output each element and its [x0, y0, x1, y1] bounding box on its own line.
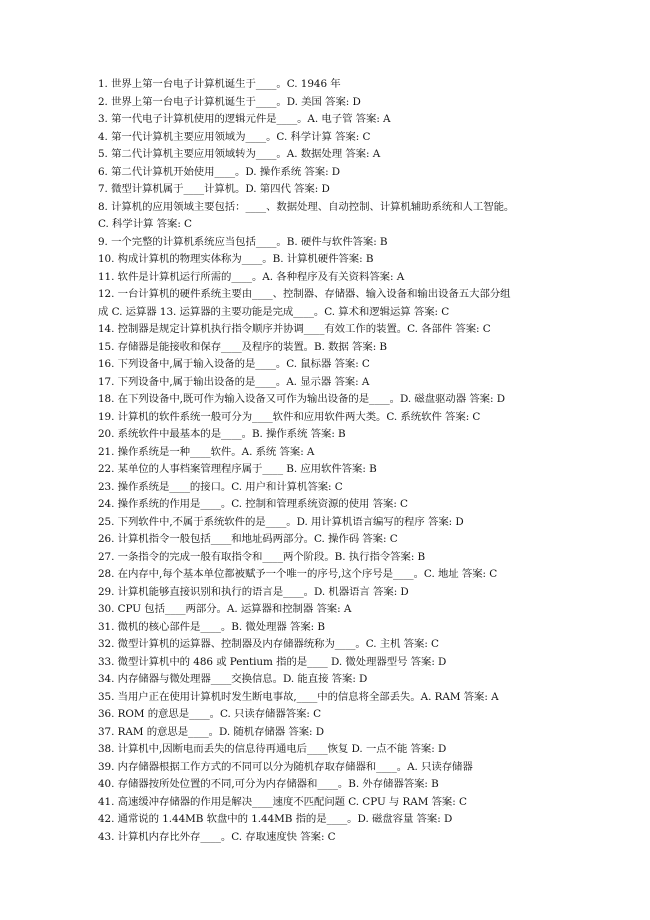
text-line: 30. CPU 包括____两部分。A. 运算器和控制器 答案: A	[98, 603, 352, 615]
text-line: 23. 操作系统是____的接口。C. 用户和计算机答案: C	[98, 480, 343, 493]
text-line: 2. 世界上第一台电子计算机诞生于____。D. 美国 答案: D	[98, 95, 361, 108]
text-line: 43. 计算机内存比外存____。C. 存取速度快 答案: C	[98, 830, 336, 843]
text-line: 42. 通常说的 1.44MB 软盘中的 1.44MB 指的是____。D. 磁盘容量 答案: D	[98, 813, 453, 825]
text-line: 31. 微机的核心部件是____。B. 微处理器 答案: B	[98, 620, 325, 633]
text-line: 32. 微型计算机的运算器、控制器及内存储器统称为____。C. 主机 答案: C	[98, 638, 439, 650]
text-line: 27. 一条指令的完成一般有取指令和____两个阶段。B. 执行指令答案: B	[98, 550, 426, 563]
text-line: 16. 下列设备中,属于输入设备的是____。C. 鼠标器 答案: C	[98, 358, 370, 370]
text-line: 35. 当用户正在使用计算机时发生断电事故,____中的信息将全部丢失。A. RAM 答案: A	[98, 690, 499, 703]
text-line: 12. 一台计算机的硬件系统主要由____、控制器、存储器、输入设备和输出设备五大部分组	[98, 288, 511, 300]
text-line: 7. 微型计算机属于____计算机。D. 第四代 答案: D	[98, 183, 330, 195]
text-line: 37. RAM 的意思是____。D. 随机存储器 答案: D	[98, 725, 325, 738]
text-line: C. 科学计算 答案: C	[98, 218, 192, 230]
document-page	[98, 76, 558, 846]
text-line: 29. 计算机能够直接识别和执行的语言是____。D. 机器语言 答案: D	[98, 585, 409, 598]
text-line: 41. 高速缓冲存储器的作用是解决____速度不匹配问题 C. CPU 与 RAM 答案: C	[98, 795, 467, 808]
text-line: 10. 构成计算机的物理实体称为____。B. 计算机硬件答案: B	[98, 253, 374, 265]
text-line: 40. 存储器按所处位置的不同,可分为内存储器和____。B. 外存储器答案: B	[98, 778, 439, 790]
text-line: 18. 在下列设备中,既可作为输入设备又可作为输出设备的是____。D. 磁盘驱动器 答案: D	[98, 393, 506, 405]
text-line: 20. 系统软件中最基本的是____。B. 操作系统 答案: B	[98, 428, 346, 440]
text-line: 21. 操作系统是一种____软件。A. 系统 答案: A	[98, 445, 315, 458]
text-line: 34. 内存储器与微处理器____交换信息。D. 能直接 答案: D	[98, 673, 368, 685]
text-line: 25. 下列软件中,不属于系统软件的是____。D. 用计算机语言编写的程序 答案: D	[98, 515, 464, 528]
text-line: 15. 存储器是能接收和保存____及程序的装置。B. 数据 答案: B	[98, 340, 387, 353]
text-line: 33. 微型计算机中的 486 或 Pentium 指的是____ D. 微处理器型号 答案: D	[98, 655, 447, 668]
text-line: 11. 软件是计算机运行所需的____。A. 各种程序及有关资料答案: A	[98, 270, 405, 283]
text-line: 4. 第一代计算机主要应用领域为____。C. 科学计算 答案: C	[98, 130, 371, 143]
text-line: 24. 操作系统的作用是____。C. 控制和管理系统资源的使用 答案: C	[98, 498, 408, 510]
text-line: 17. 下列设备中,属于输出设备的是____。A. 显示器 答案: A	[98, 375, 370, 388]
text-line: 6. 第二代计算机开始使用____。D. 操作系统 答案: D	[98, 165, 341, 178]
text-line: 3. 第一代电子计算机使用的逻辑元件是____。A. 电子管 答案: A	[98, 113, 391, 125]
text-line: 8. 计算机的应用领域主要包括：____、数据处理、自动控制、计算机辅助系统和人工智能。	[98, 200, 515, 213]
text-line: 26. 计算机指令一般包括____和地址码两部分。C. 操作码 答案: C	[98, 533, 398, 545]
text-line: 22. 某单位的人事档案管理程序属于____ B. 应用软件答案: B	[98, 463, 377, 475]
text-line: 1. 世界上第一台电子计算机诞生于____。C. 1946 年	[98, 78, 341, 90]
text-line: 39. 内存储器根据工作方式的不同可以分为随机存取存储器和____。A. 只读存储器	[98, 760, 473, 773]
text-line: 36. ROM 的意思是____。C. 只读存储器答案: C	[98, 708, 322, 720]
text-line: 9. 一个完整的计算机系统应当包括____。B. 硬件与软件答案: B	[98, 235, 388, 248]
text-line: 28. 在内存中,每个基本单位都被赋予一个唯一的序号,这个序号是____。C. 地址 答案: C	[98, 568, 498, 580]
text-line: 14. 控制器是规定计算机执行指令顺序并协调____有效工作的装置。C. 各部件 答案: C	[98, 323, 491, 335]
text-line: 成 C. 运算器 13. 运算器的主要功能是完成____。C. 算术和逻辑运算 答案: C	[98, 305, 450, 318]
text-line: 5. 第二代计算机主要应用领域转为____。A. 数据处理 答案: A	[98, 148, 381, 160]
text-line: 19. 计算机的软件系统一般可分为____软件和应用软件两大类。C. 系统软件 答案: C	[98, 410, 481, 423]
text-line: 38. 计算机中,因断电而丢失的信息待再通电后____恢复 D. 一点不能 答案: D	[98, 743, 447, 755]
